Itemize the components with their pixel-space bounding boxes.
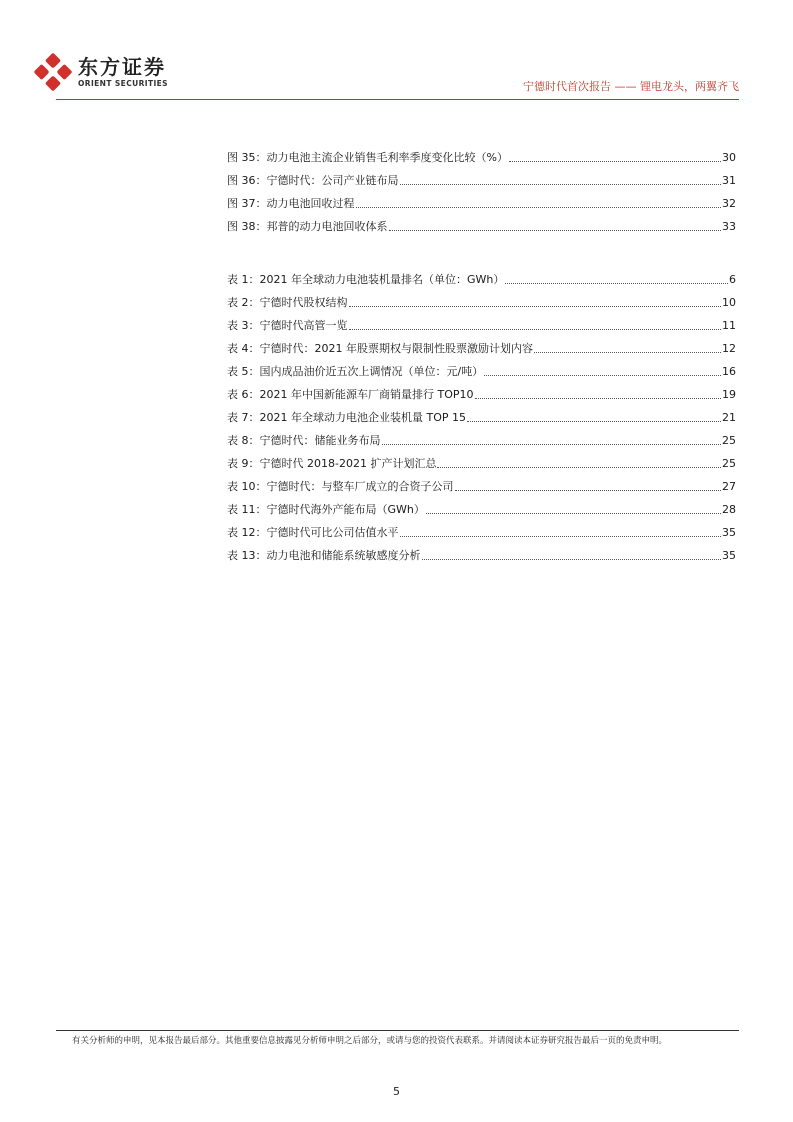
dot-leader (356, 207, 722, 208)
toc-entry[interactable] (227, 211, 736, 234)
dot-leader (437, 467, 721, 468)
toc-entry-page: 28 (722, 503, 736, 516)
toc-entry-page: 35 (722, 526, 736, 539)
report-title: 宁德时代首次报告 —— 锂电龙头，两翼齐飞 (523, 80, 739, 93)
toc-entry-page: 19 (722, 388, 736, 401)
toc-entry-label: 表 12：宁德时代可比公司估值水平 (227, 526, 399, 539)
orient-logo-icon (34, 53, 72, 91)
dot-leader (422, 559, 722, 560)
toc-entry-label: 表 10：宁德时代：与整车厂成立的合资子公司 (227, 480, 454, 493)
toc-entry-page: 35 (722, 549, 736, 562)
dot-leader (349, 306, 722, 307)
toc-entry-label: 表 6：2021 年中国新能源车厂商销量排行 TOP10 (227, 388, 474, 401)
dot-leader (475, 398, 722, 399)
toc-entry-page: 25 (722, 457, 736, 470)
toc-entry[interactable] (227, 356, 736, 379)
toc-entry[interactable] (227, 379, 736, 402)
toc-entry[interactable] (227, 333, 736, 356)
toc-entry-label: 表 8：宁德时代：储能业务布局 (227, 434, 381, 447)
logo-chinese-name: 东方证券 (78, 54, 166, 79)
toc-entry-label: 图 35：动力电池主流企业销售毛利率季度变化比较（%） (227, 151, 508, 164)
toc-entry-page: 25 (722, 434, 736, 447)
page-number: 5 (393, 1085, 400, 1098)
toc-entry-page: 16 (722, 365, 736, 378)
toc-entry-label: 图 36：宁德时代：公司产业链布局 (227, 174, 399, 187)
toc-entry[interactable] (227, 287, 736, 310)
toc-entry-page: 27 (722, 480, 736, 493)
toc-entry-label: 表 5：国内成品油价近五次上调情况（单位：元/吨） (227, 365, 484, 378)
toc-entry[interactable] (227, 517, 736, 540)
dot-leader (426, 513, 721, 514)
toc-entry-label: 表 2：宁德时代股权结构 (227, 296, 348, 309)
toc-entry-page: 33 (722, 220, 736, 233)
toc-entry-page: 11 (722, 319, 736, 332)
dot-leader (400, 536, 722, 537)
dot-leader (467, 421, 721, 422)
toc-entry-label: 表 3：宁德时代高管一览 (227, 319, 348, 332)
toc-entry[interactable] (227, 448, 736, 471)
dot-leader (400, 184, 722, 185)
toc-entry-label: 表 1：2021 年全球动力电池装机量排名（单位：GWh） (227, 273, 505, 286)
dot-leader (349, 329, 722, 330)
toc-entry[interactable] (227, 471, 736, 494)
toc-entry-page: 21 (722, 411, 736, 424)
toc-entry-page: 30 (722, 151, 736, 164)
dot-leader (455, 490, 722, 491)
toc-entry[interactable] (227, 264, 736, 287)
toc-entry-page: 32 (722, 197, 736, 210)
dot-leader (509, 161, 721, 162)
toc-entry-page: 12 (722, 342, 736, 355)
dot-leader (389, 230, 722, 231)
toc-entry[interactable] (227, 494, 736, 517)
header-divider (56, 99, 739, 100)
toc-entry[interactable] (227, 165, 736, 188)
figure-list (227, 142, 736, 234)
toc-entry-page: 10 (722, 296, 736, 309)
footer-disclaimer: 有关分析师的申明，见本报告最后部分。其他重要信息披露见分析师申明之后部分，或请与您的投资代表联系。并请阅读本证券研究报告最后一页的免责申明。 (72, 1036, 668, 1046)
company-logo (34, 52, 168, 92)
toc-entry-page: 31 (722, 174, 736, 187)
footer-divider (56, 1030, 739, 1031)
dot-leader (484, 375, 721, 376)
toc-entry-label: 表 4：宁德时代：2021 年股票期权与限制性股票激励计划内容 (227, 342, 533, 355)
dot-leader (534, 352, 721, 353)
toc-entry[interactable] (227, 425, 736, 448)
toc-entry-page: 6 (729, 273, 736, 286)
dot-leader (382, 444, 722, 445)
toc-entry[interactable] (227, 188, 736, 211)
toc-entry-label: 表 7：2021 年全球动力电池企业装机量 TOP 15 (227, 411, 466, 424)
toc-entry-label: 表 9：宁德时代 2018-2021 扩产计划汇总 (227, 457, 437, 470)
toc-entry-label: 表 13：动力电池和储能系统敏感度分析 (227, 549, 421, 562)
toc-entry[interactable] (227, 310, 736, 333)
logo-english-name: ORIENT SECURITIES (78, 78, 168, 88)
toc-entry[interactable] (227, 402, 736, 425)
toc-entry-label: 表 11：宁德时代海外产能布局（GWh） (227, 503, 425, 516)
toc-entry[interactable] (227, 540, 736, 563)
dot-leader (505, 283, 728, 284)
toc-entry-label: 图 38：邦普的动力电池回收体系 (227, 220, 388, 233)
table-list (227, 264, 736, 563)
toc-entry-label: 图 37：动力电池回收过程 (227, 197, 355, 210)
toc-entry[interactable] (227, 142, 736, 165)
